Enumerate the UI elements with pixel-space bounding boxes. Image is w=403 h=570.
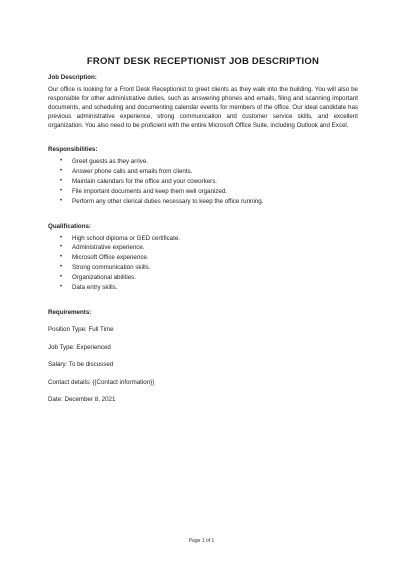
bullet-icon: •	[60, 158, 63, 164]
bullet-icon: •	[60, 177, 63, 184]
bullet-icon: •	[60, 234, 63, 241]
bullet-icon: •	[60, 244, 63, 251]
list-item: • High school diploma or GED certificate.	[60, 234, 180, 242]
page-number: Page 1 of 1	[188, 538, 215, 544]
qualifications-section	[48, 222, 358, 293]
list-item: • Data entry skills.	[60, 284, 118, 292]
contact-details: Contact details: {{Contact information}}	[48, 378, 155, 386]
qualifications-list	[48, 234, 358, 293]
job-type: Job Type: Experienced	[48, 343, 111, 351]
list-item: • Greet guests as they arrive.	[60, 158, 149, 165]
job-description-text: Our office is looking for a Front Desk Receptionist to greet clients as they walk into the building. You will also be responsible for other administrative duties, such as answering phones and emails, filing and scanning important documents, and scheduling and documenting calendar events for members of the office. Our ideal candidate has previous administrative experience, strong communication and customer service skills, and excellent organization. You also need to be proficient with the entire Microsoft Office Suite, including Outlook and Excel.	[48, 86, 358, 129]
list-item: • File important documents and keep them well organized.	[60, 187, 228, 195]
list-item: • Organizational abilities.	[60, 274, 136, 282]
bullet-icon: •	[60, 197, 63, 204]
bullet-icon: •	[60, 274, 63, 281]
bullet-icon: •	[60, 284, 63, 291]
salary: Salary: To be discussed	[48, 361, 114, 369]
bullet-icon: •	[60, 187, 63, 194]
list-item: • Maintain calendars for the office and your coworkers.	[60, 177, 218, 185]
qualifications-heading: Qualifications:	[48, 222, 91, 230]
list-item: • Answer phone calls and emails from clients.	[60, 167, 193, 175]
position-type: Position Type: Full Time	[48, 326, 114, 334]
list-item: • Administrative experience.	[60, 244, 145, 252]
list-item: • Strong communication skills.	[60, 264, 151, 272]
bullet-icon: •	[60, 167, 63, 174]
requirements-heading: Requirements:	[48, 308, 92, 316]
job-description-heading: Job Description:	[48, 74, 97, 81]
list-item: • Perform any other clerical duties necessary to keep the office running.	[60, 197, 264, 205]
document-title: FRONT DESK RECEPTIONIST JOB DESCRIPTION	[86, 56, 320, 67]
bullet-icon: •	[60, 264, 63, 271]
requirements-section	[48, 308, 358, 405]
job-description-section	[48, 73, 358, 130]
responsibilities-heading: Responsibilities:	[48, 146, 98, 153]
responsibilities-list	[48, 157, 358, 207]
date: Date: December 8, 2021	[48, 396, 116, 404]
list-item: • Microsoft Office experience.	[60, 254, 149, 262]
bullet-icon: •	[60, 254, 63, 261]
document-content	[48, 56, 358, 404]
responsibilities-section	[48, 145, 358, 207]
